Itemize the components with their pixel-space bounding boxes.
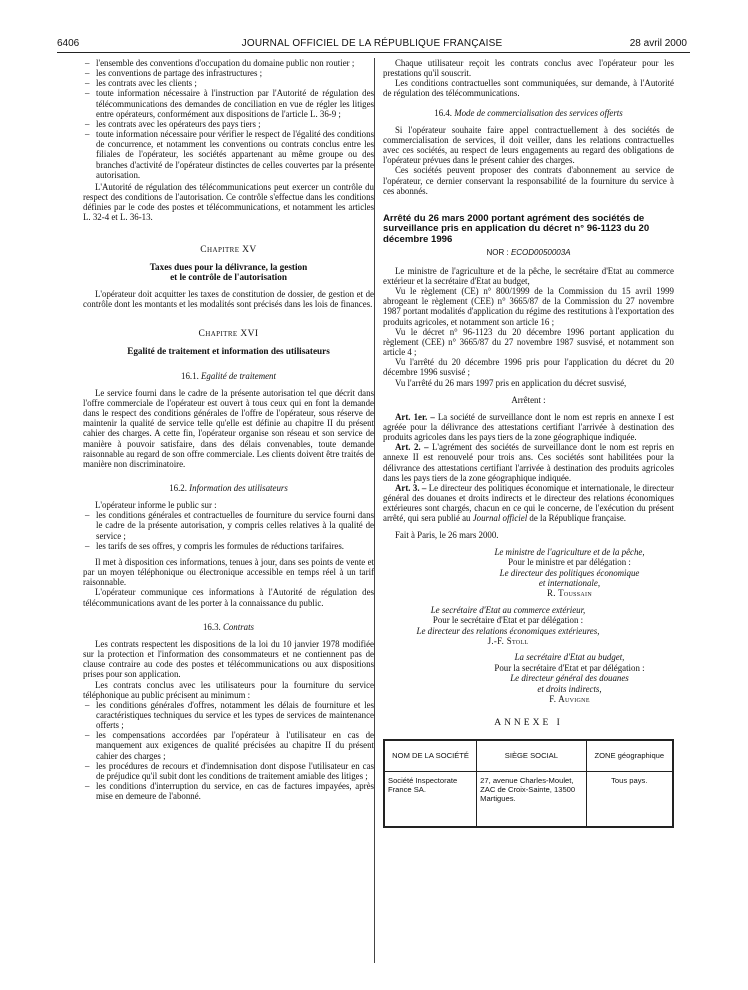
article-2 <box>383 442 674 483</box>
article-label: Art. 2. – <box>395 442 429 453</box>
column-header: SIÈGE SOCIAL <box>477 740 586 771</box>
table-header-row <box>385 740 673 771</box>
table-cell: 27, avenue Charles-Moulet, ZAC de Croix-Sainte, 13500 Martigues. <box>477 771 586 826</box>
chapter-xvi-title: Egalité de traitement et information des utilisateurs <box>127 346 330 357</box>
column-header: ZONE géographique <box>586 740 672 771</box>
article-text: L'agrément des sociétés de surveillance dont le nom est repris en annexe II est renouvelé pour trois ans. Ces sociétés sont habilitées pour la délivrance des attestations certifiant l'arrivée à destination des produits agricoles dans les pays tiers de la zone géographique indiquée. <box>383 442 675 483</box>
article-label: Art. 3. – <box>395 482 427 493</box>
signature-line: Le directeur général des douanes <box>510 673 629 684</box>
list-item: – les conditions générales d'offres, notamment les délais de fourniture et les caractéristiques techniques du service et les types de services de maintenance offerts ; <box>83 700 374 730</box>
disclosure-list <box>83 58 374 180</box>
annexe-title: ANNEXE I <box>494 718 563 729</box>
journal-reference: Journal officiel <box>472 513 528 524</box>
list-item: – toute information nécessaire pour vérifier le respect de l'égalité des conditions de concurrence, et notamment les conventions ou contrats conclus entre les filiales de l'opérateur, les sociétés appartenant au même groupe ou des branches d'activité de l'opérateur distinctes de celles couvertes par la présente autorisation. <box>83 129 374 180</box>
article-text: de la République française. <box>527 513 627 524</box>
list-item: – les contrats avec les opérateurs des pays tiers ; <box>83 119 374 129</box>
nor-reference <box>383 248 674 258</box>
section-number: 16.1. <box>181 370 199 381</box>
chapter-xv-title-line: et le contrôle de l'autorisation <box>170 271 287 282</box>
contracts-paragraph: Chaque utilisateur reçoit les contrats conclus avec l'opérateur pour les prestations qu'il souscrit. <box>383 58 674 79</box>
article-label: Art. 1er. – <box>395 411 435 422</box>
list-item: – les contrats avec les clients ; <box>83 78 374 88</box>
section-16-3-paragraph: Les contrats respectent les dispositions de la loi du 10 janvier 1978 modifiée sur la protection et l'information des consommateurs et ne contiennent pas de clause contraire au code des postes et télécommunications ou aux dispositions prises pour son application. <box>83 638 374 680</box>
section-16-2-intro: L'opérateur informe le public sur : <box>95 500 217 511</box>
right-column <box>383 58 674 828</box>
list-item: – les conditions générales et contractuelles de fourniture du service fourni dans le cadre de la présente autorisation, y compris celles relatives à la qualité de service ; <box>83 510 374 540</box>
section-title: Egalité de traitement <box>201 370 276 381</box>
left-column <box>83 58 374 801</box>
visa: Vu le décret n° 96-1123 du 20 décembre 1996 portant application du règlement (CEE) n° 3665/87 du 27 novembre 1987 susvisé, et notamment son article 4 ; <box>383 326 674 358</box>
article-text: La société de surveillance dont le nom est repris en annexe I est agréée pour la délivrance des attestations certifiant l'arrivée à destination des produits agricoles dans les pays tiers de la zone géographique indiquée. <box>383 411 674 443</box>
table-cell: Société Inspectorate France SA. <box>385 771 477 826</box>
chapter-xv-label: Chapitre XV <box>200 244 257 255</box>
visa: Vu l'arrêté du 20 décembre 1996 pris pour l'application du décret du 20 décembre 1996 susvisé ; <box>383 357 674 378</box>
article-1 <box>383 412 674 442</box>
table-cell: Tous pays. <box>586 771 672 826</box>
contracts-paragraph: Les conditions contractuelles sont communiquées, sur demande, à l'Autorité de régulation des télécommunications. <box>383 78 674 99</box>
annexe-table-frame <box>383 739 674 828</box>
nor-label: NOR : <box>486 247 509 257</box>
section-16-3-heading <box>83 622 374 632</box>
contract-terms-list <box>83 700 374 802</box>
page-header <box>57 38 687 52</box>
signature-line: et internationale, <box>538 577 601 588</box>
signature-date: Fait à Paris, le 26 mars 2000. <box>395 529 499 540</box>
section-16-4-paragraph: Ces sociétés peuvent proposer des contrats d'abonnement au service de l'opérateur, ce dernier conservant la responsabilité de la fourniture du service à ces abonnés. <box>383 165 674 196</box>
signatory-name: J.-F. Stoll <box>487 635 529 646</box>
signature-line: Pour le ministre et par délégation : <box>508 557 631 568</box>
arcep-paragraph: L'Autorité de régulation des télécommunications peut exercer un contrôle du respect des conditions de l'autorisation. Ce contrôle s'effectue dans les conditions définies par le code des postes et télécommunications, et notamment les articles L. 32-4 et L. 36-13. <box>83 181 374 223</box>
column-separator <box>374 58 375 963</box>
signature-block-budget <box>383 652 674 704</box>
section-number: 16.2. <box>169 483 187 493</box>
visa: Vu le règlement (CE) n° 800/1999 de la Commission du 15 avril 1999 abrogeant le règlement (CEE) n° 3665/87 de la Commission du 27 novembre 1987 portant modalités d'application du régime des restitutions à l'exportation des produits agricoles, et notamment son article 16 ; <box>383 286 674 327</box>
section-number: 16.3. <box>202 621 221 632</box>
column-header: NOM DE LA SOCIÉTÉ <box>385 740 477 771</box>
section-number: 16.4. <box>434 107 452 118</box>
signature-line: Le directeur des politiques économique <box>499 567 640 578</box>
list-item: – les conventions de partage des infrastructures ; <box>83 68 374 78</box>
article-3 <box>383 483 674 524</box>
signature-block-commerce <box>383 605 633 647</box>
section-title: Contrats <box>222 621 255 632</box>
arretent-heading: Arrêtent : <box>511 394 546 405</box>
information-list <box>83 510 374 551</box>
annexe-table <box>384 740 673 827</box>
journal-title: JOURNAL OFFICIEL DE LA RÉPUBLIQUE FRANÇAISE <box>241 38 503 49</box>
table-row <box>385 771 673 826</box>
section-16-1-paragraph: Le service fourni dans le cadre de la présente autorisation tel que décrit dans l'offre commerciale de l'opérateur est ouvert à tous ceux qui en font la demande dans le respect des conditions générales de l'offre de l'opérateur, sous réserve de maintenir la qualité de service telle qu'elle est définie au chapitre II du présent cahier des charges. A cette fin, l'opérateur organise son réseau et son service de manière à pouvoir satisfaire, dans des délais convenables, toute demande raisonnable au regard de son offre commerciale. Les clients doivent être traités de manière non discriminatoire. <box>83 387 374 469</box>
section-title: Information des utilisateurs <box>189 483 288 493</box>
signature-line: Le secrétaire d'Etat au commerce extérieur, <box>430 604 586 615</box>
preamble: Le ministre de l'agriculture et de la pêche, le secrétaire d'Etat au commerce extérieur et la secrétaire d'Etat au budget, <box>383 265 674 286</box>
chapter-xv-paragraph: L'opérateur doit acquitter les taxes de constitution de dossier, de gestion et de contrôle dont les montants et les modalités sont précisés dans les lois de finances. <box>83 288 374 310</box>
signatory-name: R. Toussain <box>547 588 592 599</box>
section-16-3-paragraph: Les contrats conclus avec les utilisateurs pour la fourniture du service téléphonique au public précisent au minimum : <box>83 679 374 700</box>
signatory-name: F. Auvigne <box>549 694 590 704</box>
list-item: – les procédures de recours et d'indemnisation dont dispose l'utilisateur en cas de préjudice qu'il subit dont les conditions de traitement amiable des litiges ; <box>83 761 374 781</box>
section-16-4-heading <box>383 108 674 118</box>
signature-line: Pour le secrétaire d'Etat et par délégation : <box>432 615 584 626</box>
section-16-1-heading <box>83 371 374 381</box>
nor-code: ECOD0050003A <box>510 247 571 257</box>
list-item: – les compensations accordées par l'opérateur à l'utilisateur en cas de manquement aux exigences de qualité précisées au chapitre II du présent cahier des charges ; <box>83 730 374 760</box>
list-item: – toute information nécessaire à l'instruction par l'Autorité de régulation des télécommunications des demandes de conciliation en vue de régler les litiges entre opérateurs, conformément aux dispositions de l'article L. 36-9 ; <box>83 88 374 118</box>
visa: Vu l'arrêté du 26 mars 1997 pris en application du décret susvisé, <box>395 377 627 388</box>
signature-block-agriculture <box>383 547 674 599</box>
list-item: – les conditions d'interruption du service, en cas de factures impayées, après mise en demeure de l'abonné. <box>83 781 374 801</box>
section-16-4-paragraph: Si l'opérateur souhaite faire appel contractuellement à des sociétés de commercialisation de services, il doit veiller, dans les relations contractuelles avec ces sociétés, au respect de leurs engagements au regard des obligations de l'opérateur prévues dans le présent cahier des charges. <box>383 124 674 166</box>
signature-line: Pour la secrétaire d'Etat et par délégation : <box>494 662 645 673</box>
section-16-2-paragraph: L'opérateur communique ces informations à l'Autorité de régulation des télécommunications avant de les porter à la connaissance du public. <box>83 587 374 608</box>
section-16-2-heading <box>83 483 374 493</box>
section-title: Mode de commercialisation des services offerts <box>454 107 623 118</box>
signature-line: Le ministre de l'agriculture et de la pêche, <box>494 546 645 557</box>
arrete-title: Arrêté du 26 mars 2000 portant agrément des sociétés de surveillance pris en application du décret n° 96-1123 du 20 décembre 1996 <box>383 212 650 246</box>
chapter-xvi-label: Chapitre XVI <box>198 329 259 340</box>
signature-line: La secrétaire d'Etat au budget, <box>514 652 625 663</box>
list-item: – l'ensemble des conventions d'occupation du domaine public non routier ; <box>83 58 374 68</box>
chapter-xv-title <box>83 262 374 282</box>
signature-line: et droits indirects, <box>537 683 602 694</box>
article-text: Le directeur des politiques économique et internationale, le directeur général des douanes et droits indirects et le directeur des relations économiques extérieures sont chargés, chacun en ce qui le concerne, de l'exécution du présent arrêté, qui sera publié au <box>383 482 674 524</box>
section-16-2-paragraph: Il met à disposition ces informations, tenues à jour, dans ses points de vente et par un moyen téléphonique ou électronique accessible en temps réel à un tarif raisonnable. <box>83 556 374 588</box>
page-number: 6406 <box>57 38 80 49</box>
signature-line: Le directeur des relations économiques extérieures, <box>416 625 600 636</box>
list-item: – les tarifs de ses offres, y compris les formules de réductions tarifaires. <box>83 541 374 551</box>
chapter-xv-title-line: Taxes dues pour la délivrance, la gestion <box>149 261 308 272</box>
header-rule <box>57 52 690 53</box>
issue-date: 28 avril 2000 <box>629 38 687 49</box>
